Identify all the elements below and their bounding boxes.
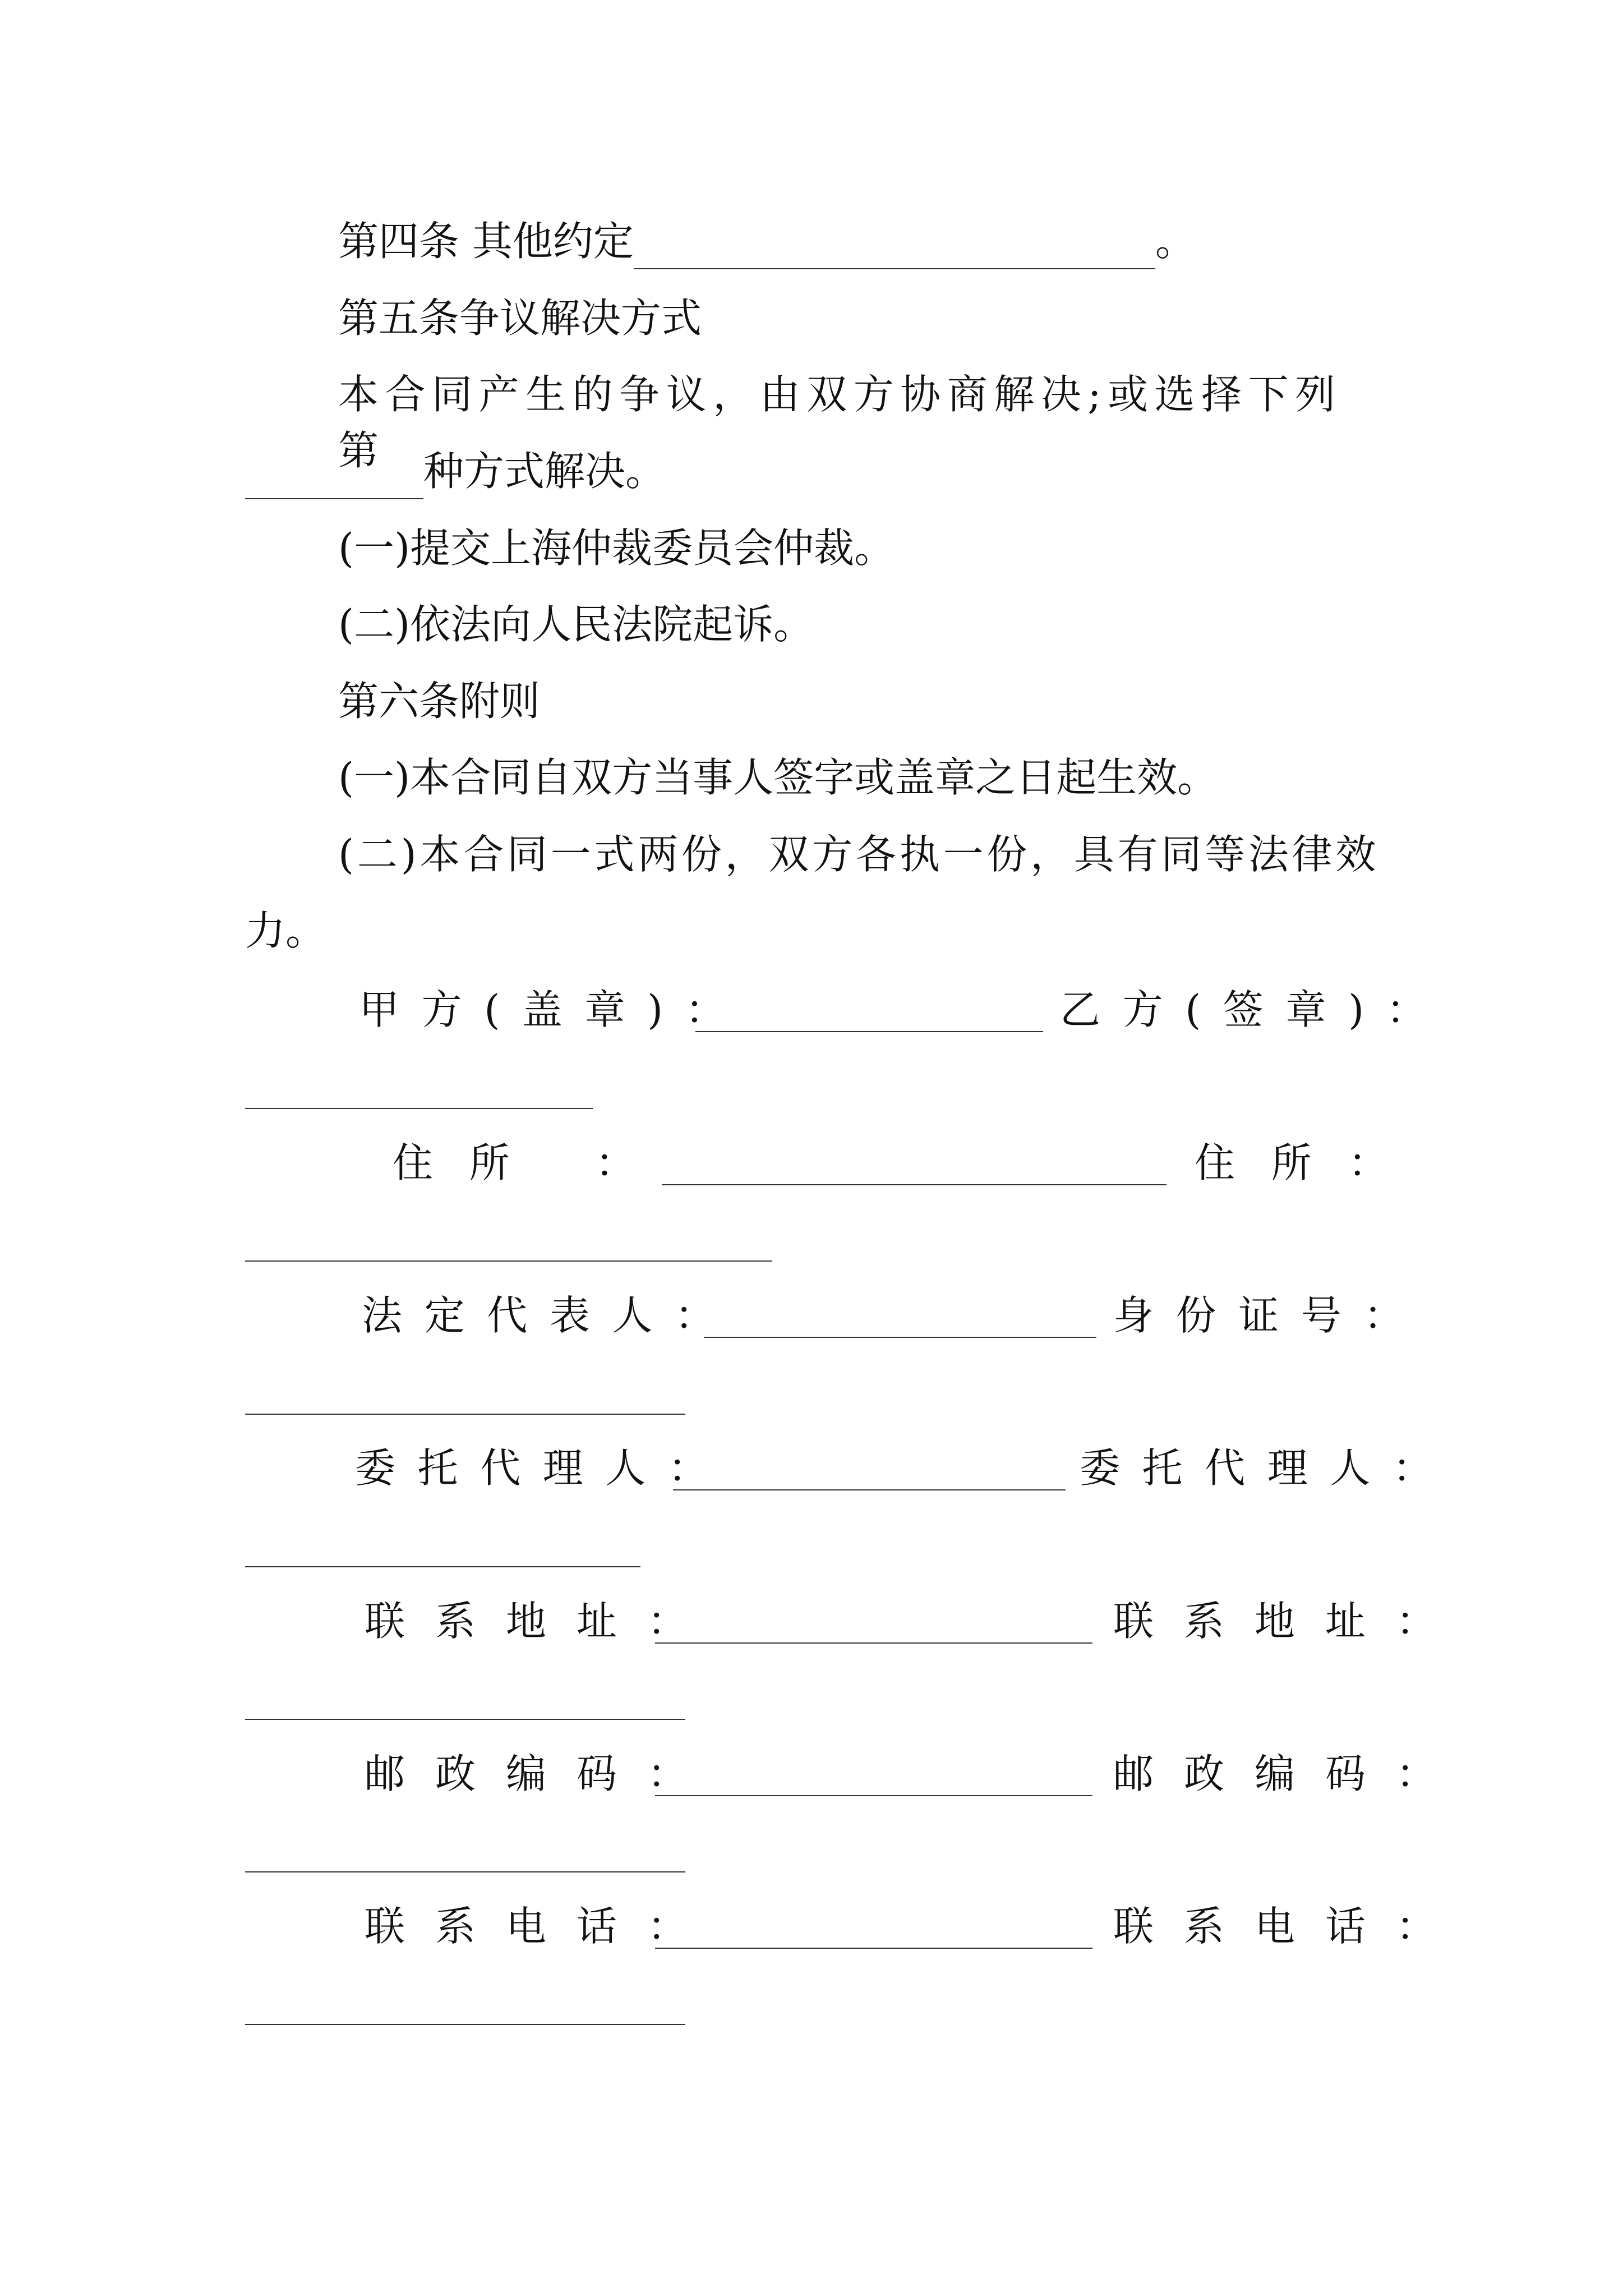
article5-title: 第五条争议解决方式 (338, 295, 702, 342)
id-number-blank[interactable] (245, 1414, 685, 1415)
article4-end: 。 (1155, 218, 1196, 265)
article5-body-text: 本合同产生的争议，由双方协商解决;或选择下列第 (338, 371, 1342, 474)
article6-title: 第六条附则 (338, 678, 541, 725)
residence-a-blank[interactable] (662, 1184, 1166, 1185)
phone-b-blank[interactable] (245, 2024, 685, 2025)
party-b-blank[interactable] (245, 1108, 593, 1109)
article5-body-end: 种方式解决。 (423, 448, 666, 495)
postcode-b-blank[interactable] (245, 1871, 685, 1872)
article6-item1: (一)本合同自双方当事人签字或盖章之日起生效。 (338, 754, 1218, 801)
phone-a-label: 联系电话： (365, 1903, 718, 1950)
address-a-blank[interactable] (655, 1642, 1092, 1644)
article6-item2-line1: (二)本合同一式两份，双方各执一份，具有同等法律效 (338, 831, 1380, 878)
agent-a-label: 委托代理人： (355, 1444, 731, 1492)
address-b-blank[interactable] (245, 1719, 685, 1720)
address-a-label: 联系地址： (365, 1598, 718, 1645)
article4-line (338, 213, 1196, 269)
postcode-a-blank[interactable] (655, 1795, 1092, 1796)
article4-text: 第四条 其他约定 (338, 218, 634, 265)
agent-a-blank[interactable] (673, 1489, 1066, 1490)
legal-rep-row (362, 1287, 737, 1343)
address-b-label: 联系地址： (1113, 1598, 1467, 1645)
postcode-a-label: 邮政编码： (365, 1750, 718, 1797)
residence-a-label: 住所 ： (393, 1139, 672, 1186)
other-terms-blank[interactable] (634, 228, 1155, 269)
agent-b-blank[interactable] (245, 1566, 640, 1567)
residence-b-blank[interactable] (245, 1260, 772, 1262)
legal-rep-blank[interactable] (704, 1337, 1096, 1338)
id-number-label: 身份证号： (1113, 1292, 1427, 1339)
legal-rep-label: 法定代表人： (362, 1292, 737, 1339)
party-a-label: 甲方(盖章)： (359, 986, 748, 1033)
agent-b-label: 委托代理人： (1080, 1444, 1455, 1492)
dispute-option-blank[interactable] (245, 458, 423, 499)
residence-b-label: 住所： (1195, 1139, 1425, 1186)
article5-option1: (一)提交上海仲裁委员会仲裁。 (338, 524, 895, 572)
phone-b-label: 联系电话： (1113, 1903, 1467, 1950)
article5-option2: (二)依法向人民法院起诉。 (338, 601, 814, 648)
party-b-label: 乙方(签章)： (1060, 986, 1449, 1033)
residence-a-row (393, 1135, 672, 1191)
phone-a-blank[interactable] (655, 1948, 1092, 1949)
article6-item2-line2: 力。 (245, 907, 326, 954)
party-a-blank[interactable] (695, 1031, 1043, 1032)
address-a-row (365, 1593, 718, 1649)
phone-a-row (365, 1898, 718, 1954)
postcode-b-label: 邮政编码： (1113, 1750, 1467, 1797)
party-a-label-row (359, 982, 748, 1038)
postcode-a-row (365, 1746, 718, 1802)
agent-a-row (355, 1440, 731, 1496)
article5-body-line2 (245, 443, 666, 499)
